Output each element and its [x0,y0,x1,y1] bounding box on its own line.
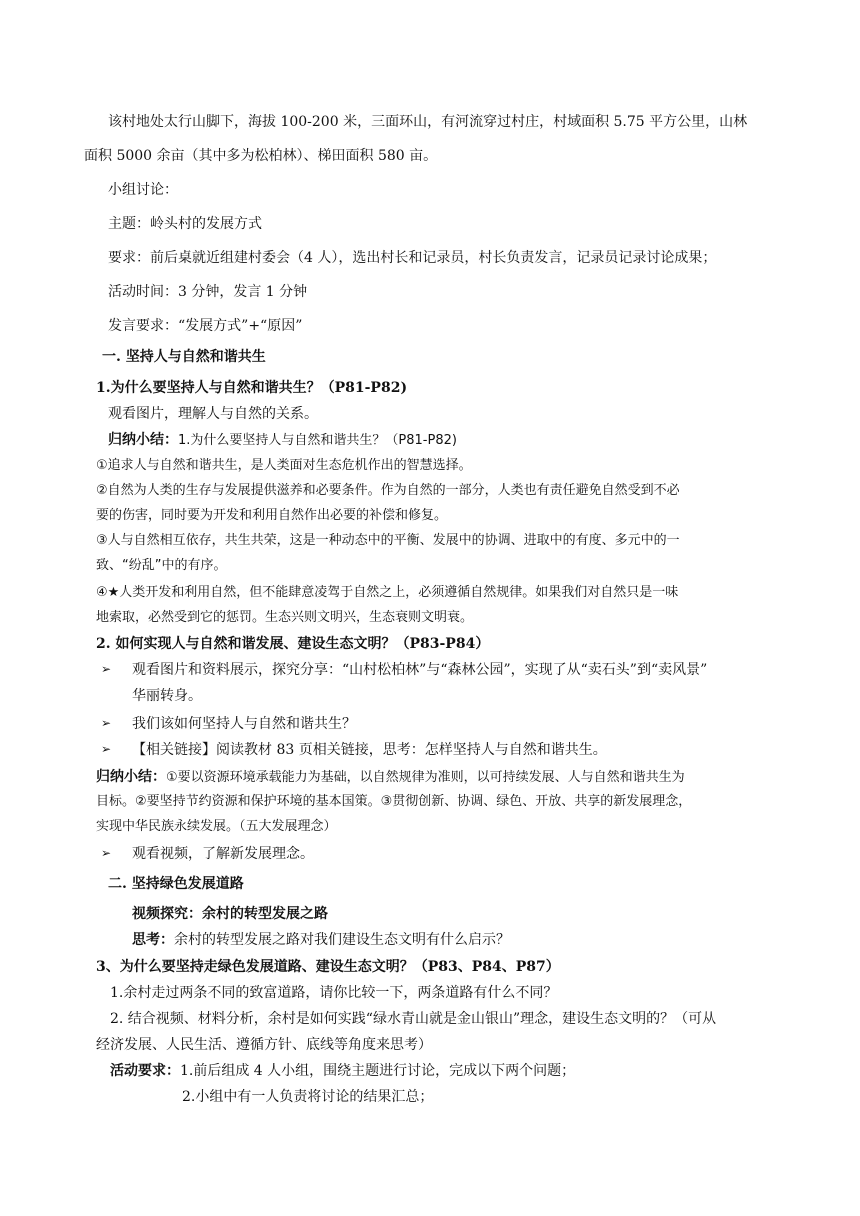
discussion-requirement: 要求：前后桌就近组建村委会（4 人），选出村长和记录员，村长负责发言，记录员记录讨论成果； [108,250,717,266]
question-1-title: 1.为什么要坚持人与自然和谐共生？（P81-P82) [96,380,408,396]
think-text: 余村的转型发展之路对我们建设生态文明有什么启示？ [174,932,510,948]
point-1: ①追求人与自然和谐共生，是人类面对生态危机作出的智慧选择。 [96,458,472,473]
point-3-a: ③人与自然相互依存，共生共荣，这是一种动态中的平衡、发展中的协调、进取中的有度、多元中的一 [96,533,680,548]
bullet-1-a: 观看图片和资料展示，探究分享：“山村松柏林”与“森林公园”，实现了从“卖石头”到“卖风景” [132,662,708,678]
point-4-b: 地索取，必然受到它的惩罚。生态兴则文明兴，生态衰则文明衰。 [96,610,474,625]
intro-line-1: 该村地处太行山脚下，海拔 100-200 米，三面环山，有河流穿过村庄，村域面积 5.75 平方公里，山林 [108,114,748,130]
summary-1-text: 1.为什么要坚持人与自然和谐共生？（P81-P82) [178,433,457,448]
discussion-title: 小组讨论： [108,182,178,198]
observe-pictures: 观看图片，理解人与自然的关系。 [108,406,318,422]
think-label: 思考： [132,932,174,948]
intro-line-2: 面积 5000 余亩（其中多为松柏林）、梯田面积 580 亩。 [84,148,438,164]
bullet-1-b: 华丽转身。 [132,688,202,704]
summary-2-label: 归纳小结： [96,769,166,785]
bullet-4: 观看视频，了解新发展理念。 [132,846,314,862]
bullet-arrow-icon: ➢ [101,716,112,730]
activity-label: 活动要求： [110,1063,180,1079]
question-2-title: 2. 如何实现人与自然和谐发展、建设生态文明？（P83-P84） [96,636,490,652]
activity-line-1 [110,1061,575,1081]
activity-text-1: 1.前后组成 4 人小组，围绕主题进行讨论，完成以下两个问题； [180,1063,576,1079]
bullet-2: 我们该如何坚持人与自然和谐共生？ [132,716,356,732]
summary-2-text-2: 目标。②要坚持节约资源和保护环境的基本国策。③贯彻创新、协调、绿色、开放、共享的新发展理念， [96,794,692,809]
summary-1-line [108,430,457,451]
summary-2-line-1 [96,767,685,788]
item-2-b: 经济发展、人民生活、遵循方针、底线等角度来思考） [96,1037,432,1053]
point-2-b: 要的伤害，同时要为开发和利用自然作出必要的补偿和修复。 [96,508,448,523]
discussion-topic: 主题：岭头村的发展方式 [108,216,262,232]
bullet-3: 【相关链接】阅读教材 83 页相关链接，思考：怎样坚持人与自然和谐共生。 [132,742,607,758]
bullet-arrow-icon: ➢ [101,846,112,860]
bullet-arrow-icon: ➢ [101,742,112,756]
point-3-b: 致、“纷乱”中的有序。 [96,558,227,573]
item-1: 1.余村走过两条不同的致富道路，请你比较一下，两条道路有什么不同？ [110,985,558,1001]
point-4-a: ④★人类开发和利用自然，但不能肆意凌驾于自然之上，必须遵循自然规律。如果我们对自然只是一味 [96,585,679,600]
section-1-heading: 一. 坚持人与自然和谐共生 [102,349,266,365]
think-line [132,930,510,950]
point-2-a: ②自然为人类的生存与发展提供滋养和必要条件。作为自然的一部分，人类也有责任避免自然受到不必 [96,483,680,498]
summary-1-label: 归纳小结： [108,432,178,448]
summary-2-text-1: ①要以资源环境承载能力为基础，以自然规律为准则，以可持续发展、人与自然和谐共生为 [166,770,685,785]
activity-text-2: 2.小组中有一人负责将讨论的结果汇总； [182,1089,434,1105]
discussion-time: 活动时间：3 分钟，发言 1 分钟 [108,284,308,300]
bullet-arrow-icon: ➢ [101,662,112,676]
question-3-title: 3、为什么要坚持走绿色发展道路、建设生态文明？（P83、P84、P87） [96,959,560,975]
discussion-speech: 发言要求：“发展方式”+“原因” [108,318,303,334]
summary-2-text-3: 实现中华民族永续发展。（五大发展理念） [96,819,337,834]
video-exploration: 视频探究：余村的转型发展之路 [132,906,328,922]
section-2-heading: 二. 坚持绿色发展道路 [108,876,244,892]
item-2-a: 2. 结合视频、材料分析，余村是如何实践“绿水青山就是金山银山”理念，建设生态文明的？（可从 [110,1011,717,1027]
